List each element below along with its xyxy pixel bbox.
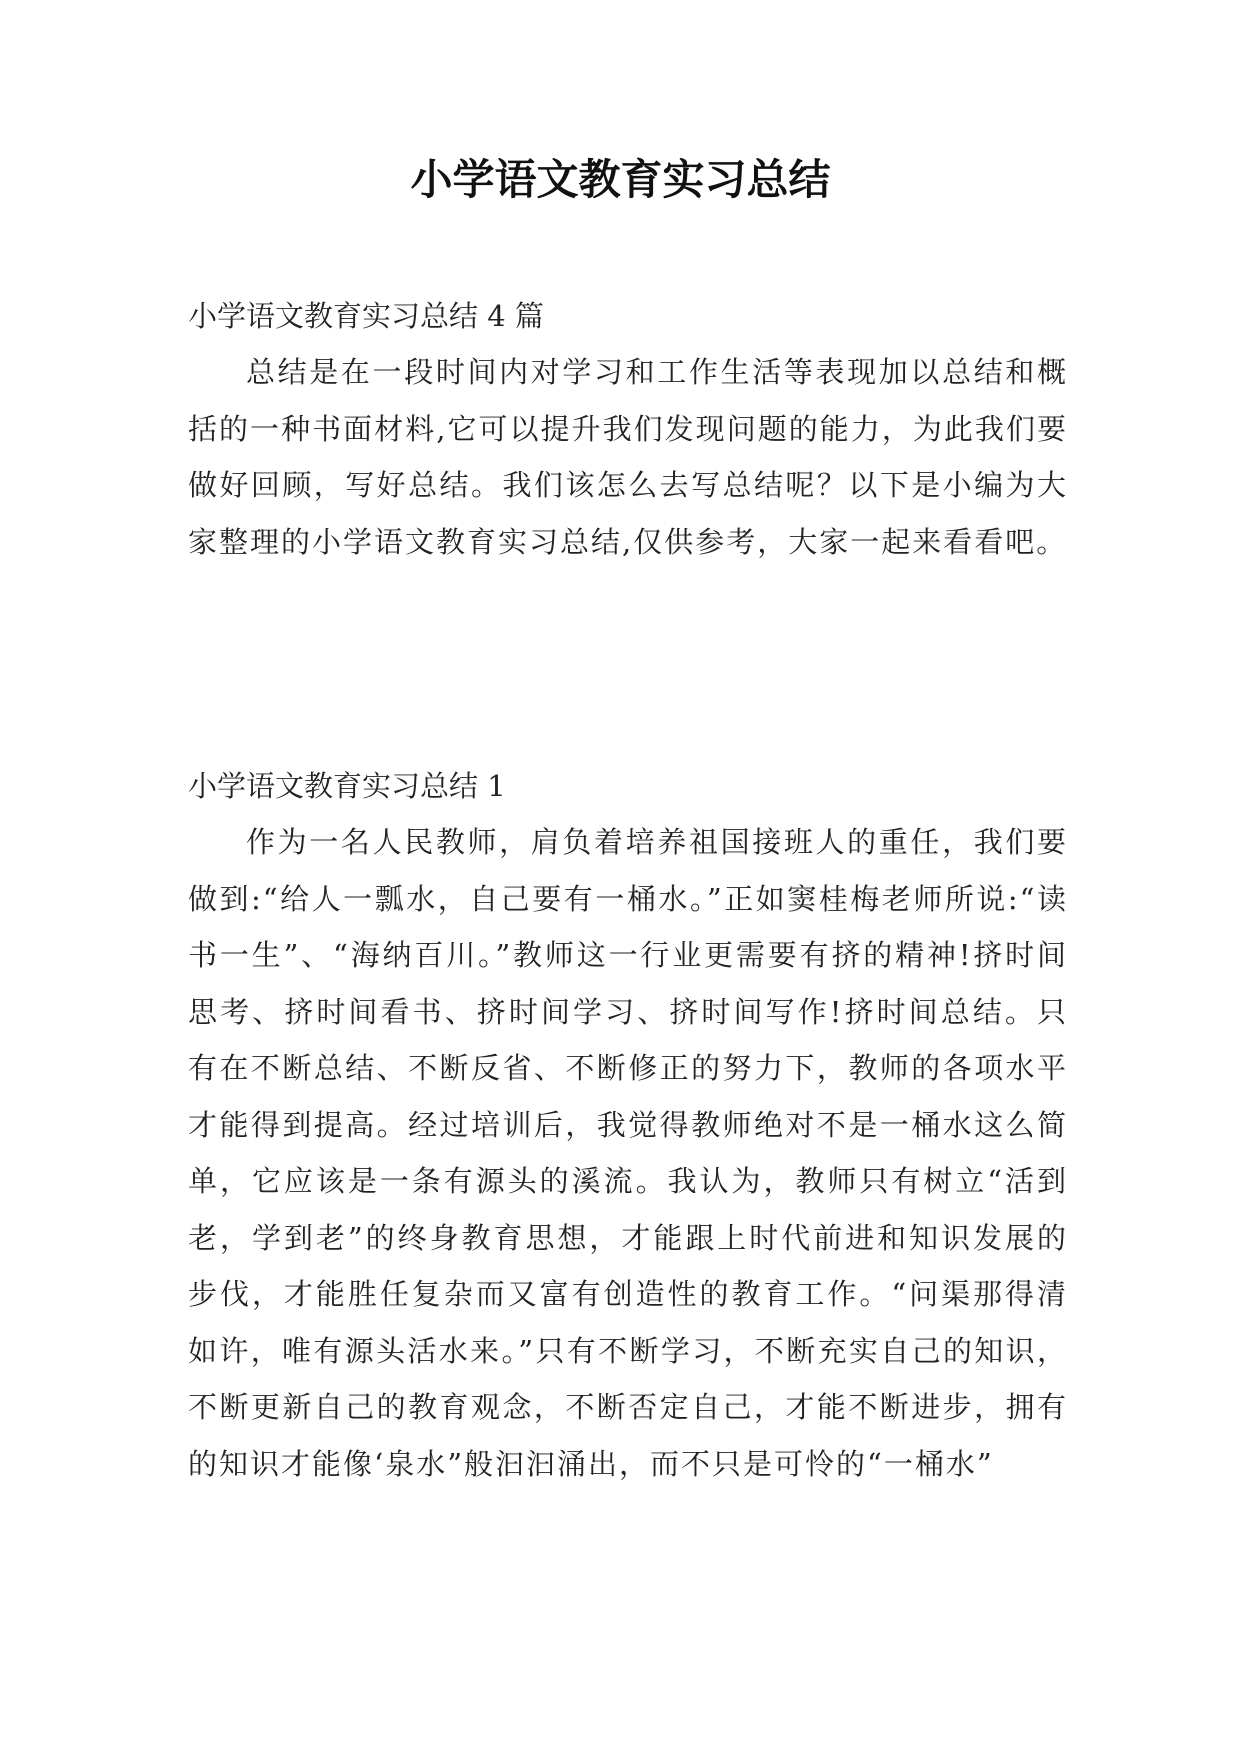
section-1-paragraph: 作为一名人民教师，肩负着培养祖国接班人的重任，我们要做到:“给人一瓢水，自己要有一桶水。”正如窦桂梅老师所说:“读书一生”、“海纳百川。”教师这一行业更需要有挤的精神!挤时间思考、挤时间看书、挤时间学习、挤时间写作!挤时间总结。只有在不断总结、不断反省、不断修正的努力下，教师的各项水平才能得到提高。经过培训后，我觉得教师绝对不是一桶水这么简单，它应该是一条有源头的溪流。我认为，教师只有树立“活到老，学到老”的终身教育思想，才能跟上时代前进和知识发展的步伐，才能胜任复杂而又富有创造性的教育工作。“问渠那得清如许，唯有源头活水来。”只有不断学习，不断充实自己的知识，不断更新自己的教育观念，不断否定自己，才能不断进步，拥有的知识才能像‘泉水”般汩汩涌出，而不只是可怜的“一桶水”	[188, 825, 1068, 1481]
section-1	[188, 758, 1068, 1492]
section-1-heading: 小学语文教育实习总结 1	[188, 769, 506, 803]
document-title: 小学语文教育实习总结	[410, 155, 831, 204]
intro-paragraph: 总结是在一段时间内对学习和工作生活等表现加以总结和概括的一种书面材料,它可以提升我们发现问题的能力，为此我们要做好回顾，写好总结。我们该怎么去写总结呢？以下是小编为大家整理的小学语文教育实习总结,仅供参考，大家一起来看看吧。	[188, 355, 1068, 559]
intro-heading: 小学语文教育实习总结 4 篇	[188, 299, 544, 333]
intro-section	[188, 288, 1068, 570]
